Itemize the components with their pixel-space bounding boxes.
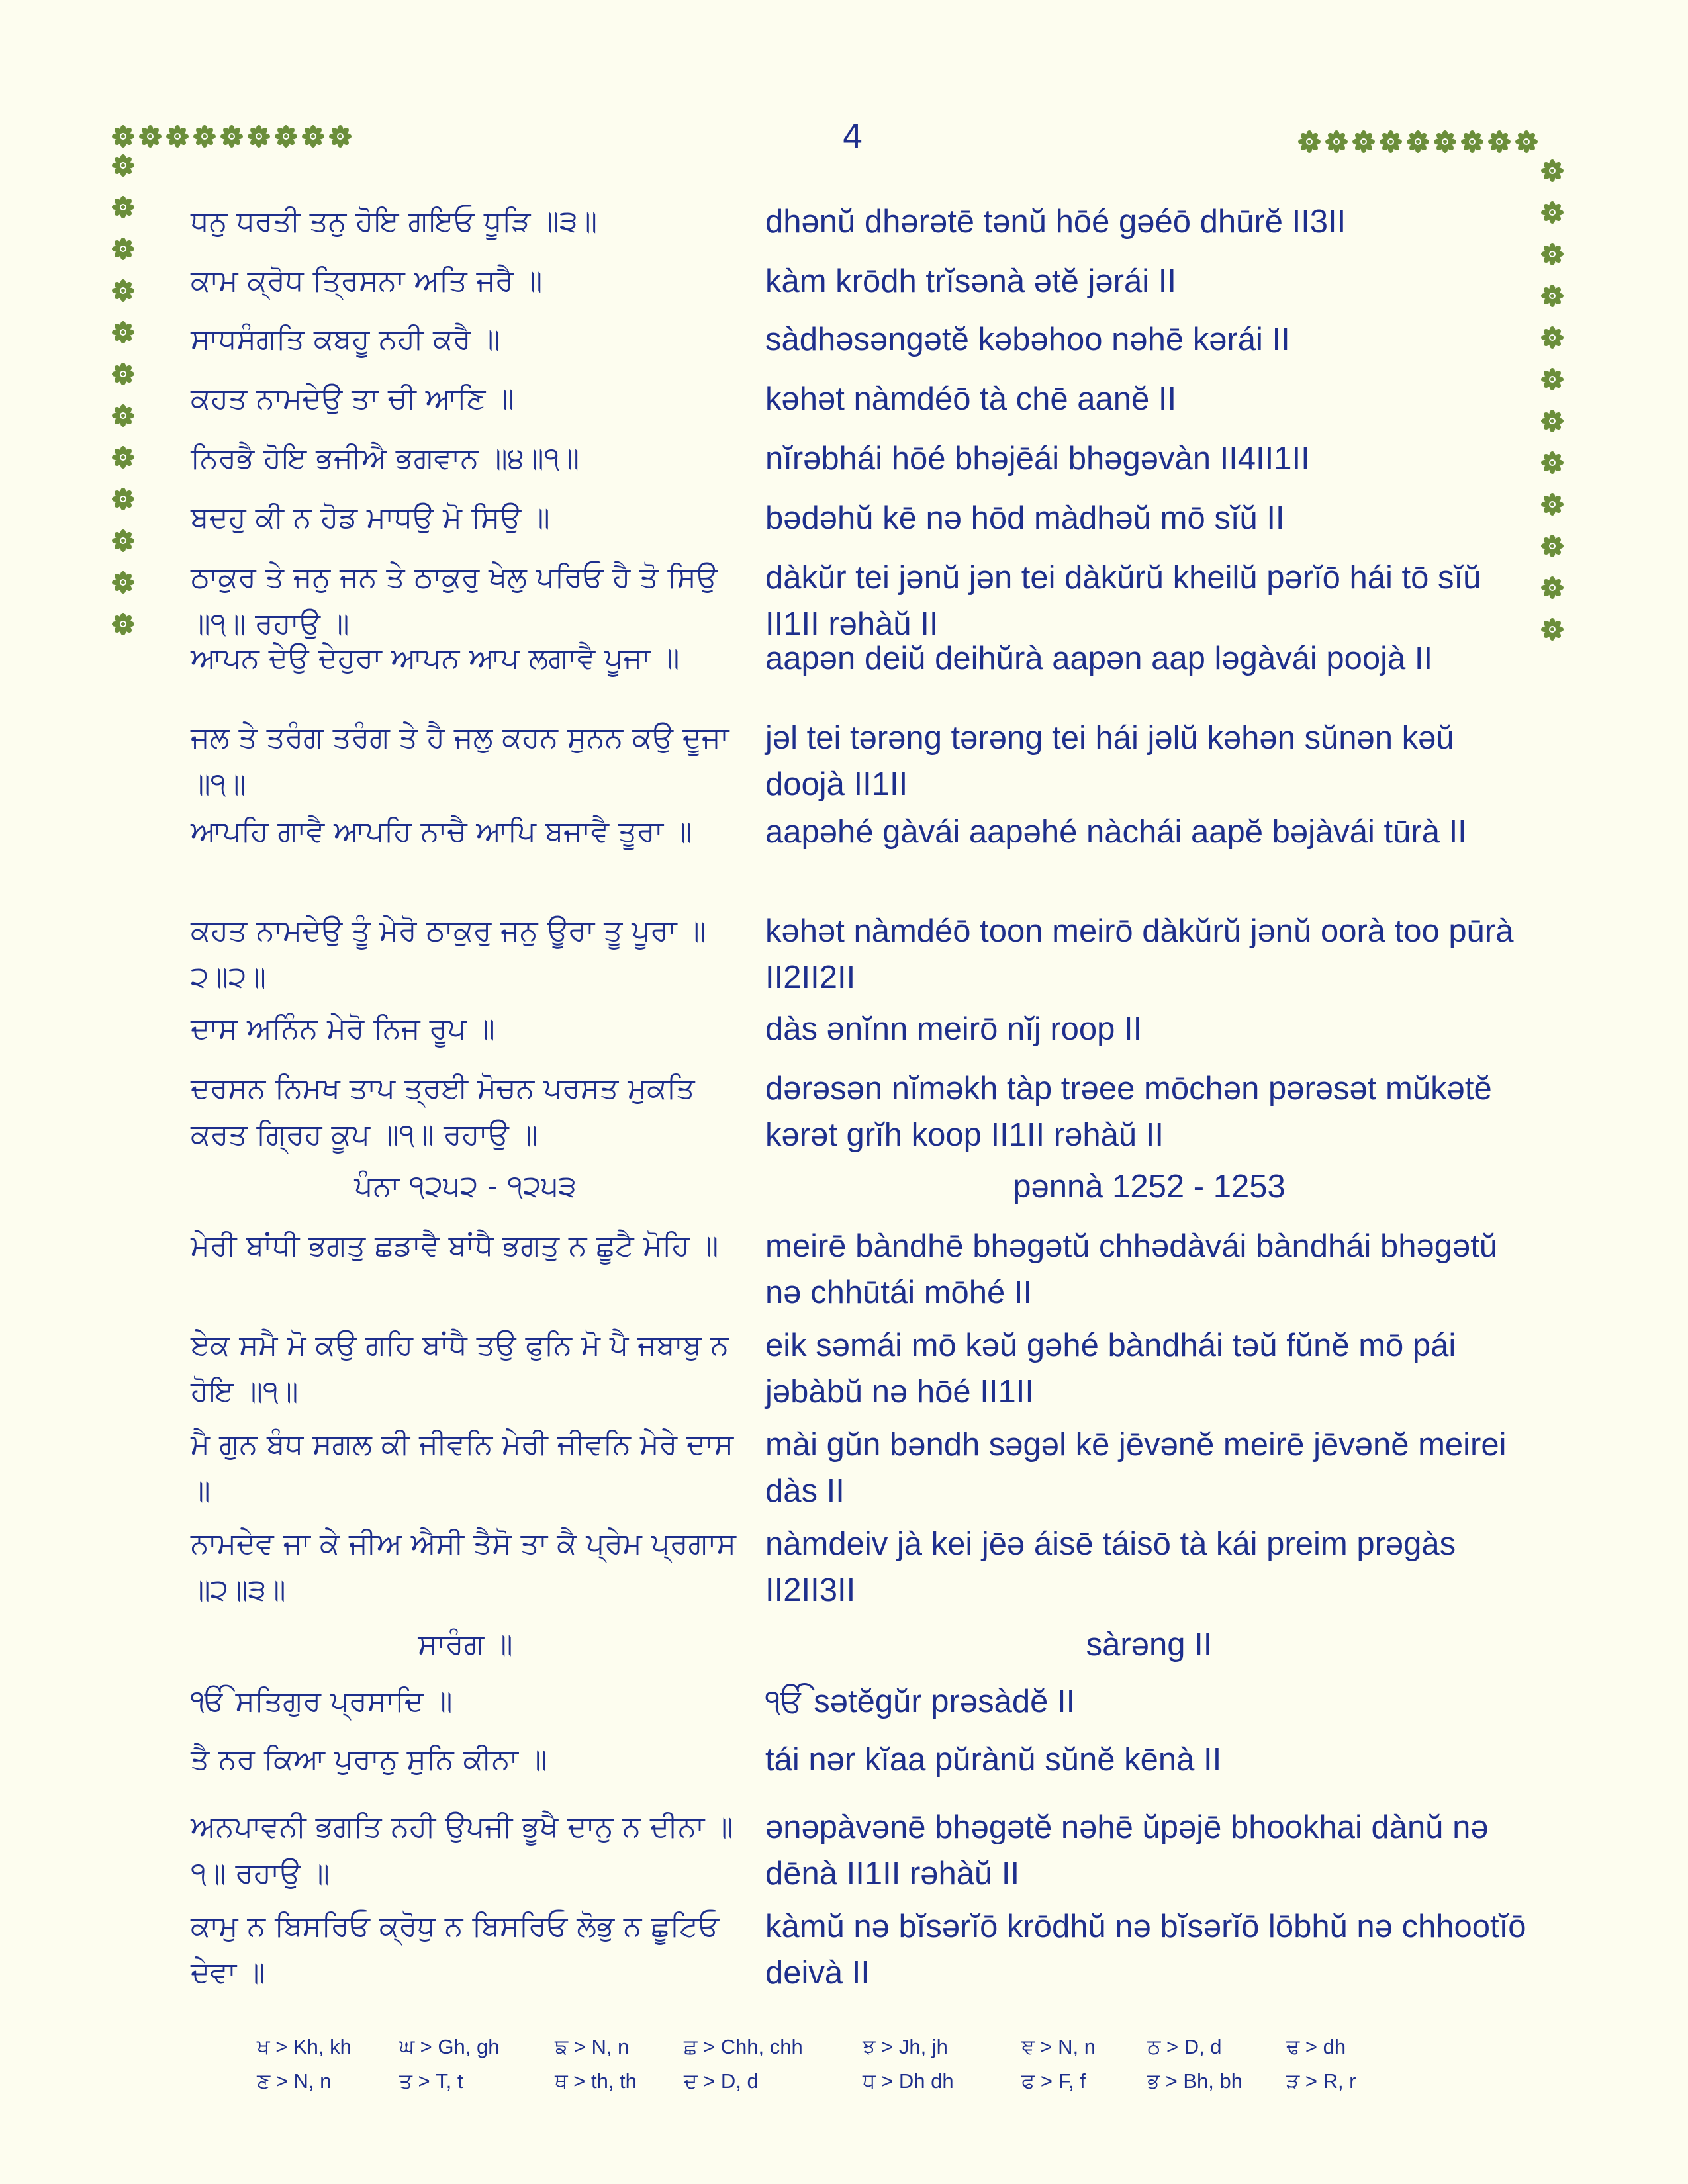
- verse-gurmukhi: ਏਕ ਸਮੈ ਮੋ ਕਉ ਗਹਿ ਬਾਂਧੈ ਤਉ ਫੁਨਿ ਮੋ ਪੈ ਜਬਾਬੁ ਨ ਹੋਇ ॥੧॥: [191, 1328, 739, 1408]
- verse-gurmukhi: ਦਾਸ ਅਨਿੰਨ ਮੇਰੋ ਨਿਜ ਰੂਪ ॥: [191, 1012, 495, 1046]
- verse-transliteration: jəl tei tərəng tərəng tei hái jəlŭ kəhən sŭnən kəŭ doojà II1II: [765, 720, 1464, 802]
- verse-transliteration: bədəhŭ kē nə hōd màdhəŭ mō sĭŭ II: [765, 500, 1285, 536]
- verse-gurmukhi: ਮੈ ਗੁਨ ਬੰਧ ਸਗਲ ਕੀ ਜੀਵਨਿ ਮੇਰੀ ਜੀਵਨਿ ਮੇਰੇ ਦਾਸ ॥: [191, 1428, 743, 1508]
- legend-entry: ੜ > R, r: [1286, 2070, 1356, 2093]
- verse-transliteration: nĭrəbhái hōé bhəjēái bhəgəvàn II4II1II: [765, 441, 1310, 477]
- legend-entry: ਝ > Jh, jh: [863, 2035, 948, 2058]
- verse-transliteration: mài gŭn bəndh səgəl kē jēvənĕ meirē jēvənĕ meirei dàs II: [765, 1427, 1516, 1509]
- verse-gurmukhi: ਠਾਕੁਰ ਤੇ ਜਨੁ ਜਨ ਤੇ ਠਾਕੁਰੁ ਖੇਲੁ ਪਰਿਓ ਹੈ ਤੋ ਸਿਉ ॥੧॥ ਰਹਾਉ ॥: [191, 561, 727, 641]
- section-heading-gurmukhi: ਪੰਨਾ ੧੨੫੨ - ੧੨੫੩: [354, 1169, 577, 1203]
- legend-entry: ਘ > Gh, gh: [399, 2035, 500, 2058]
- verse-transliteration: kəhət nàmdéō toon meirō dàkŭrŭ jənŭ oorà too pūrà II2II2II: [765, 913, 1523, 995]
- section-heading-transliteration: pənnà 1252 - 1253: [1013, 1169, 1286, 1205]
- legend-entry: ਦ > D, d: [684, 2070, 759, 2093]
- verse-gurmukhi: ਜਲ ਤੇ ਤਰੰਗ ਤਰੰਗ ਤੇ ਹੈ ਜਲੁ ਕਹਨ ਸੁਨਨ ਕਉ ਦੂਜਾ ॥੧॥: [191, 721, 739, 801]
- legend-entry: ਞ > N, n: [1021, 2035, 1096, 2058]
- verse-gurmukhi: ਨਿਰਭੈ ਹੋਇ ਭਜੀਐ ਭਗਵਾਨ ॥੪॥੧॥: [191, 441, 580, 475]
- legend-entry: ਙ > N, n: [555, 2035, 630, 2058]
- verse-transliteration: kàm krōdh trĭsənà ətĕ jərái II: [765, 263, 1176, 299]
- page-number: 4: [842, 118, 863, 156]
- verse-gurmukhi: ਕਹਤ ਨਾਮਦੇਉ ਤਾ ਚੀ ਆਣਿ ॥: [191, 382, 515, 416]
- legend-entry: ਖ > Kh, kh: [257, 2035, 352, 2058]
- section-heading-gurmukhi: ਸਾਰੰਗ ॥: [418, 1627, 513, 1661]
- verse-transliteration: dàkŭr tei jənŭ jən tei dàkŭrŭ kheilŭ pərĭō hái tō sĭŭ II1II rəhàŭ II: [765, 560, 1491, 642]
- legend-entry: ਠ > D, d: [1147, 2035, 1222, 2058]
- verse-gurmukhi: ਆਪਹਿ ਗਾਵੈ ਆਪਹਿ ਨਾਚੈ ਆਪਿ ਬਜਾਵੈ ਤੂਰਾ ॥: [191, 815, 692, 848]
- verse-gurmukhi: ਮੇਰੀ ਬਾਂਧੀ ਭਗਤੁ ਛਡਾਵੈ ਬਾਂਧੈ ਭਗਤੁ ਨ ਛੂਟੈ ਮੋਹਿ ॥: [191, 1229, 719, 1263]
- verse-gurmukhi: ਕਹਤ ਨਾਮਦੇਉ ਤੂੰ ਮੇਰੋ ਠਾਕੁਰੁ ਜਨੁ ਊਰਾ ਤੂ ਪੂਰਾ ॥੨॥੨॥: [191, 914, 706, 994]
- verse-transliteration: dərəsən nĭməkh tàp trəee mōchən pərəsət mŭkətĕ kərət grĭh koop II1II rəhàŭ II: [765, 1071, 1501, 1153]
- legend-entry: ਤ > T, t: [399, 2070, 463, 2093]
- verse-gurmukhi: ਕਾਮੁ ਨ ਬਿਸਰਿਓ ਕ੍ਰੋਧੁ ਨ ਬਿਸਰਿਓ ਲੋਭੁ ਨ ਛੂਟਿਓ ਦੇਵਾ ॥: [191, 1909, 729, 1989]
- legend-entry: ਧ > Dh dh: [863, 2070, 954, 2093]
- legend-entry: ਥ > th, th: [555, 2070, 637, 2093]
- verse-gurmukhi: ਅਨਪਾਵਨੀ ਭਗਤਿ ਨਹੀ ਉਪਜੀ ਭੂਖੈ ਦਾਨੁ ਨ ਦੀਨਾ ॥੧॥ ਰਹਾਉ ॥: [191, 1810, 734, 1890]
- verse-transliteration: aapəhé gàvái aapəhé nàchái aapĕ bəjàvái tūrà II: [765, 814, 1467, 850]
- legend-entry: ਛ > Chh, chh: [684, 2035, 803, 2058]
- verse-transliteration: tái nər kĭaa pŭrànŭ sŭnĕ kēnà II: [765, 1742, 1222, 1778]
- legend-entry: ਫ > F, f: [1021, 2070, 1086, 2093]
- verse-transliteration: nàmdeiv jà kei jēə áisē táisō tà kái preim prəgàs II2II3II: [765, 1526, 1465, 1608]
- section-heading-transliteration: sàrəng II: [1086, 1627, 1213, 1662]
- verse-gurmukhi: ਕਾਮ ਕ੍ਰੋਧ ਤ੍ਰਿਸਨਾ ਅਤਿ ਜਰੈ ॥: [191, 264, 543, 298]
- verse-transliteration: dàs ənĭnn meirō nĭj roop II: [765, 1011, 1143, 1047]
- verse-gurmukhi: ੴ ਸਤਿਗੁਰ ਪ੍ਰਸਾਦਿ ॥: [191, 1684, 453, 1718]
- verse-transliteration: kəhət nàmdéō tà chē aanĕ II: [765, 381, 1177, 417]
- verse-gurmukhi: ਨਾਮਦੇਵ ਜਾ ਕੇ ਜੀਅ ਐਸੀ ਤੈਸੋ ਤਾ ਕੈ ਪ੍ਰੇਮ ਪ੍ਰਗਾਸ ॥੨॥੩॥: [191, 1527, 745, 1607]
- legend-entry: ਣ > N, n: [257, 2070, 332, 2093]
- verse-gurmukhi: ਧਨੁ ਧਰਤੀ ਤਨੁ ਹੋਇ ਗਇਓ ਧੂੜਿ ॥੩॥: [191, 205, 598, 238]
- verse-transliteration: eik səmái mō kəŭ gəhé bàndhái təŭ fŭnĕ mō pái jəbàbŭ nə hōé II1II: [765, 1328, 1465, 1410]
- verse-gurmukhi: ਤੈ ਨਰ ਕਿਆ ਪੁਰਾਨੁ ਸੁਨਿ ਕੀਨਾ ॥: [191, 1743, 547, 1776]
- verse-gurmukhi: ਸਾਧਸੰਗਤਿ ਕਬਹੂ ਨਹੀ ਕਰੈ ॥: [191, 322, 500, 356]
- verse-transliteration: sàdhəsəngətĕ kəbəhoo nəhē kərái II: [765, 322, 1290, 357]
- verse-transliteration: meirē bàndhē bhəgətŭ chhədàvái bàndhái bhəgətŭ nə chhūtái mōhé II: [765, 1228, 1507, 1310]
- verse-gurmukhi: ਆਪਨ ਦੇਉ ਦੇਹੁਰਾ ਆਪਨ ਆਪ ਲਗਾਵੈ ਪੂਜਾ ॥: [191, 641, 680, 675]
- verse-transliteration: ੴ sətĕgŭr prəsàdĕ II: [765, 1684, 1076, 1719]
- legend-entry: ਭ > Bh, bh: [1147, 2070, 1243, 2093]
- verse-gurmukhi: ਦਰਸਨ ਨਿਮਖ ਤਾਪ ਤ੍ਰਈ ਮੋਚਨ ਪਰਸਤ ਮੁਕਤਿ ਕਰਤ ਗ੍ਰਿਹ ਕੂਪ ॥੧॥ ਰਹਾਉ ॥: [191, 1071, 704, 1152]
- verse-transliteration: kàmŭ nə bĭsərĭō krōdhŭ nə bĭsərĭō lōbhŭ nə chhootĭō deivà II: [765, 1909, 1536, 1991]
- verse-gurmukhi: ਬਦਹੁ ਕੀ ਨ ਹੋਡ ਮਾਧਉ ਮੋ ਸਿਉ ॥: [191, 501, 550, 535]
- legend-entry: ਢ > dh: [1286, 2035, 1346, 2058]
- verse-transliteration: ənəpàvənē bhəgətĕ nəhē ŭpəjē bhookhai dànŭ nə dēnà II1II rəhàŭ II: [765, 1809, 1498, 1891]
- verse-transliteration: aapən deiŭ deihŭrà aapən aap ləgàvái poojà II: [765, 641, 1433, 676]
- verse-transliteration: dhənŭ dhərətē tənŭ hōé gəéō dhūrĕ II3II: [765, 204, 1346, 240]
